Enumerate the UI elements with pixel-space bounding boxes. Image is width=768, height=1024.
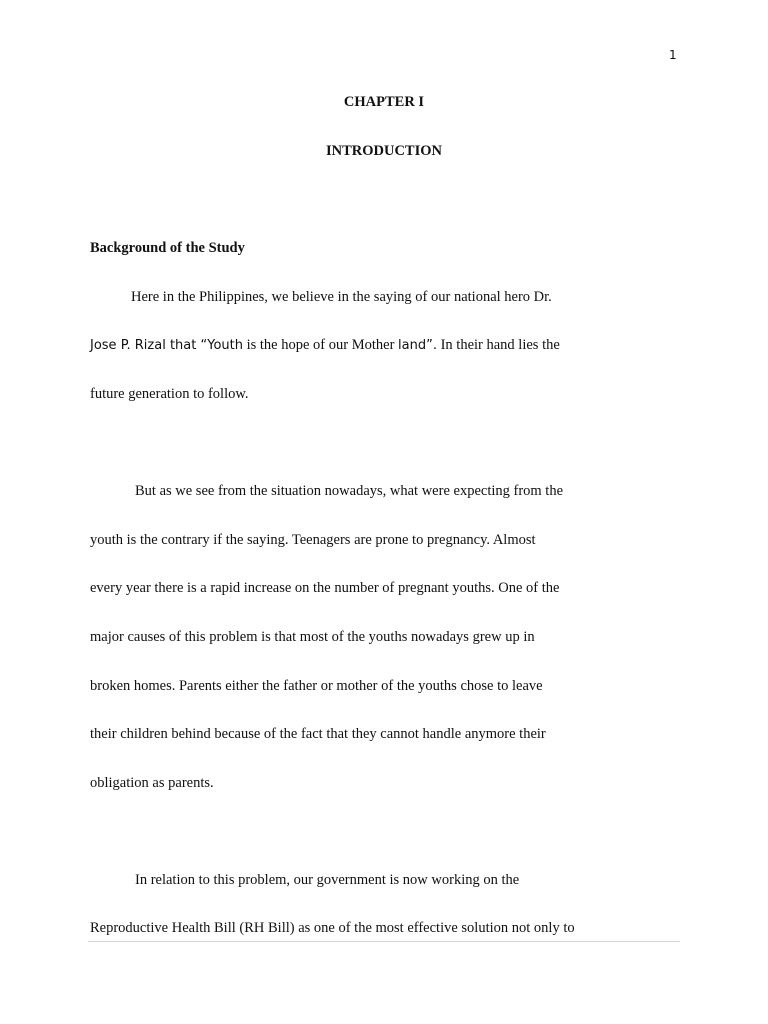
paragraph-2-line-2: youth is the contrary if the saying. Teenagers are prone to pregnancy. Almost	[90, 532, 536, 548]
quote-land: land”.	[398, 338, 437, 353]
paragraph-1-line-1: Here in the Philippines, we believe in the saying of our national hero Dr.	[131, 289, 552, 305]
paragraph-2-line-1: But as we see from the situation nowadays, what were expecting from the	[135, 483, 564, 499]
paragraph-2-line-7: obligation as parents.	[90, 775, 214, 791]
page-bottom-divider	[88, 941, 680, 942]
quote-youth: Youth	[207, 338, 243, 353]
paragraph-1-line-2-f: In their hand lies the	[436, 337, 560, 353]
paragraph-3-line-2: Reproductive Health Bill (RH Bill) as one of the most effective solution not only to	[90, 920, 575, 936]
paragraph-1-line-3: future generation to follow.	[90, 386, 249, 402]
page-number: 1	[669, 48, 677, 62]
section-heading: Background of the Study	[90, 240, 245, 256]
paragraph-2-line-5: broken homes. Parents either the father or mother of the youths chose to leave	[90, 678, 543, 694]
paragraph-1-line-2-d: is the hope of our Mother	[242, 337, 399, 353]
paragraph-2-line-4: major causes of this problem is that most of the youths nowadays grew up in	[90, 629, 535, 645]
chapter-heading: CHAPTER I	[343, 94, 425, 110]
paragraph-2-line-6: their children behind because of the fact that they cannot handle anymore their	[90, 726, 546, 742]
paragraph-1-line-2	[90, 336, 560, 355]
paragraph-3-line-1: In relation to this problem, our government is now working on the	[135, 872, 520, 888]
paragraph-1-line-2-b: that “	[165, 338, 208, 353]
rizal-name: Jose P. Rizal	[90, 338, 166, 353]
chapter-title: INTRODUCTION	[325, 143, 442, 159]
paragraph-2-line-3: every year there is a rapid increase on the number of pregnant youths. One of the	[90, 580, 560, 596]
